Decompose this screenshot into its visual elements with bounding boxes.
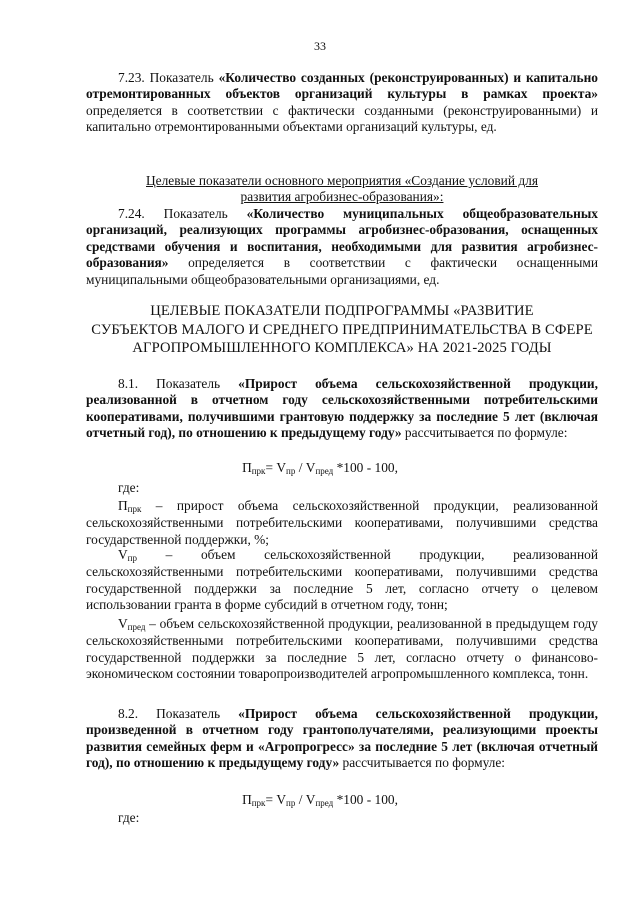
paragraph-7-23: 7.23. Показатель «Количество созданных (реконструированных) и капитально отремонтированных объектов организаций культуры в рамках проекта» определяется в соответствии с фактически созданными (реконструированными) и капитально отремонтированными объектами организаций культуры, ед. [86, 70, 598, 135]
formula-2: $П_{прк}= V_{пр} / V_{пред}$ *100 - 100, [242, 792, 398, 808]
formula: $П_{прк}= V_{пр} / V_{пред}$ *100 - 100, [242, 460, 398, 476]
definition-v-pred: $V_{пред}$ – объем сельскохозяйственной продукции, реализованной в предыдущем году сельскохозяйственными потребительскими кооперативами, получившими средства государственной поддержки за последние 5 лет, согласно отчету о финансово-экономическом состоянии товаропроизводителей агропромышленного комплекса, тонн. [86, 616, 598, 682]
paragraph-8-2: 8.2. Показатель «Прирост объема сельскохозяйственной продукции, произведенной в отчетном году грантополучателями, реализующими проекты развития семейных ферм и «Агропрогресс» за последние 5 лет (включая отчетный год), по отношению к предыдущему году» рассчитывается по формуле: [86, 706, 598, 771]
section-heading: ЦЕЛЕВЫЕ ПОКАЗАТЕЛИ ПОДПРОГРАММЫ «РАЗВИТИЕ СУБЪЕКТОВ МАЛОГО И СРЕДНЕГО ПРЕДПРИНИМАТЕЛЬСТВА В СФЕРЕ АГРОПРОМЫШЛЕННОГО КОМПЛЕКСА» НА 2021-2025 ГОДЫ [91, 303, 593, 356]
indicator-title: «Количество созданных (реконструированных) и капитально отремонтированных объектов организаций культуры в рамках проекта» [86, 70, 598, 102]
indicator-title: «Прирост объема сельскохозяйственной продукции, произведенной в отчетном году грантополучателями, реализующими проекты развития семейных ферм и «Агропрогресс» за последние 5 лет (включая отчетный год), по отношению к предыдущему году» [86, 706, 598, 771]
paragraph-7-24: 7.24. Показатель «Количество муниципальных общеобразовательных организаций, реализующих программы агробизнес-образования, оснащенных средствами обучения и воспитания, необходимыми для развития агробизнес-образования» определяется в соответствии с фактически оснащенными муниципальными общеобразовательными организациями, ед. [86, 206, 598, 287]
where-label-2: где: [118, 810, 140, 825]
sub-heading: Целевые показатели основного мероприятия «Создание условий для развития агробизнес-образования»: [146, 173, 538, 205]
indicator-title: «Количество муниципальных общеобразовательных организаций, реализующих программы агробизнес-образования, оснащенных средствами обучения и воспитания, необходимыми для развития агробизнес-образования» [86, 206, 598, 271]
definition-v-pr: $V_{пр}$ – объем сельскохозяйственной продукции, реализованной сельскохозяйственными потребительскими кооперативами, получившими средства государственной поддержки за последние 5 лет, согласно отчету о целевом использовании гранта в форме субсидий в отчетном году, тонн; [86, 547, 598, 613]
definition-p-prk: $П_{прк}$ – прирост объема сельскохозяйственной продукции, реализованной сельскохозяйственными потребительскими кооперативами, получившими средства государственной поддержки, %; [86, 498, 598, 547]
indicator-title: «Прирост объема сельскохозяйственной продукции, реализованной в отчетном году сельскохозяйственными потребительскими кооперативами, получившими грантовую поддержку за последние 5 лет (включая отчетный год), по отношению к предыдущему году» [86, 376, 598, 441]
where-label: где: [118, 480, 140, 495]
paragraph-8-1: 8.1. Показатель «Прирост объема сельскохозяйственной продукции, реализованной в отчетном году сельскохозяйственными потребительскими кооперативами, получившими грантовую поддержку за последние 5 лет (включая отчетный год), по отношению к предыдущему году» рассчитывается по формуле: [86, 376, 598, 441]
page-number: 33 [314, 39, 326, 53]
